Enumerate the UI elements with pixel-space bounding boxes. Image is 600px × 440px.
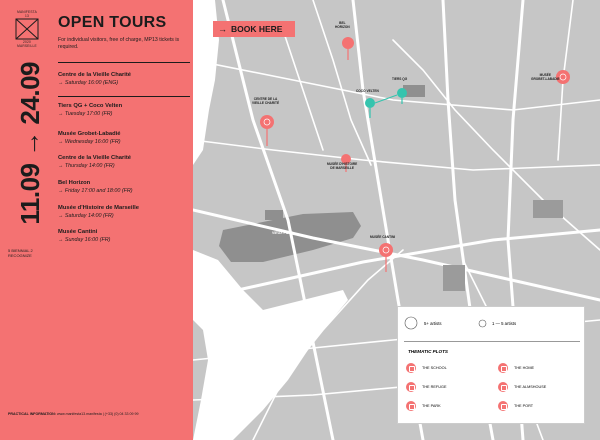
legend-item-label: THE PORT (514, 404, 534, 408)
logo-line-1: MANIFESTA (17, 10, 37, 14)
legend-item-label: THE SCHOOL (422, 366, 447, 370)
label-cantini: MUSÉE CANTINI (370, 235, 396, 239)
tour-place: Centre de la Vieille Charité (58, 155, 132, 161)
label-vieux-port: VIEUX PORT (272, 231, 294, 235)
page-subtitle: For individual visitors, free of charge, MP13 tickets is required. (58, 37, 180, 50)
home-icon (498, 363, 508, 373)
tour-item[interactable] (58, 229, 193, 244)
legend-item-label: THE REFUGE (422, 385, 447, 389)
footer-text[interactable]: www.manifesta13.manifesta | (+33) (0) 04 33 09 99 (56, 412, 139, 416)
page-title: OPEN TOURS (58, 14, 167, 31)
legend-size-small: 1 — 5 artists (492, 321, 517, 326)
legend-item (406, 363, 447, 373)
label-histoire: MUSÉE D'HISTOIRE DE MARSEILLE (327, 162, 358, 170)
port-icon (498, 401, 508, 411)
tour-place: Musée Cantini (58, 229, 98, 235)
date-range (14, 62, 46, 238)
label-vieille-charite: CENTRE DE LA VIEILLE CHARITÉ (252, 97, 280, 105)
size-large-icon (404, 316, 418, 330)
label-tiers-qg: TIERS QG (392, 77, 408, 81)
tour-item[interactable] (58, 205, 193, 220)
logo-x-icon (15, 18, 39, 40)
tour-item[interactable] (58, 155, 193, 170)
tour-time: → Tuesday 17:00 (FR) (58, 110, 113, 117)
label-coco-velten: COCO VELTEN (356, 89, 379, 93)
legend-item-label: THE HOME (514, 366, 535, 370)
legend-divider (404, 341, 580, 342)
tour-item[interactable] (58, 103, 193, 118)
tour-item[interactable] (58, 72, 193, 87)
tour-time: → Friday 17:00 and 18:00 (FR) (58, 187, 133, 194)
info-panel (0, 0, 193, 440)
tour-item[interactable] (58, 131, 193, 146)
legend-title: THEMATIC PLOTS (408, 349, 448, 354)
label-bel-horizon: BEL HORIZON (335, 21, 350, 29)
logo-line-3: 2020 (23, 40, 31, 44)
park-block (533, 200, 563, 218)
tour-time: → Thursday 14:00 (FR) (58, 162, 115, 169)
map-legend (397, 306, 585, 424)
legend-item (498, 363, 534, 373)
manifesta-logo (8, 10, 46, 50)
book-here-button[interactable] (213, 21, 295, 37)
book-here-label: BOOK HERE (231, 24, 283, 34)
park-block (443, 265, 465, 291)
legend-item (498, 382, 546, 392)
tour-time: → Sunday 16:00 (FR) (58, 236, 111, 243)
tour-place: Centre de la Vieille Charité (58, 72, 132, 78)
label-grobet: MUSÉE GROBET-LABADIE (531, 73, 560, 81)
legend-item (406, 401, 441, 411)
divider (58, 62, 190, 63)
refuge-icon (406, 382, 416, 392)
tour-place: Tiers QG + Coco Velten (58, 103, 123, 109)
port-block (265, 210, 283, 220)
legend-size-large: 5+ artists (424, 321, 442, 326)
logo-line-4: MARSEILLE (17, 44, 37, 48)
school-icon (406, 363, 416, 373)
legend-item (406, 382, 446, 392)
tour-place: Musée Grobet-Labadié (58, 131, 121, 137)
legend-item (498, 401, 533, 411)
tour-time: → Saturday 14:00 (FR) (58, 212, 114, 219)
footer-label: PRACTICAL INFORMATION: (8, 412, 56, 416)
legend-item-label: THE PARK (422, 404, 441, 408)
arrow-right-icon: → (218, 24, 227, 34)
tour-item[interactable] (58, 180, 193, 195)
tour-place: Musée d'Histoire de Marseille (58, 205, 139, 211)
size-small-icon (478, 319, 487, 328)
edition-note: 5 BIENNIAL 2 RECOGNIZE (8, 248, 33, 258)
almshouse-icon (498, 382, 508, 392)
footer-info (8, 412, 194, 416)
divider (58, 96, 190, 97)
date-range-text: 11.09 → 24.09 (15, 62, 45, 225)
park-icon (406, 401, 416, 411)
legend-item-label: THE ALMSHOUSE (514, 385, 547, 389)
tour-time: → Wednesday 16:00 (FR) (58, 138, 121, 145)
logo-line-2: 13 (25, 14, 29, 18)
tour-place: Bel Horizon (58, 180, 91, 186)
tour-time: → Saturday 16:00 (ENG) (58, 79, 119, 86)
